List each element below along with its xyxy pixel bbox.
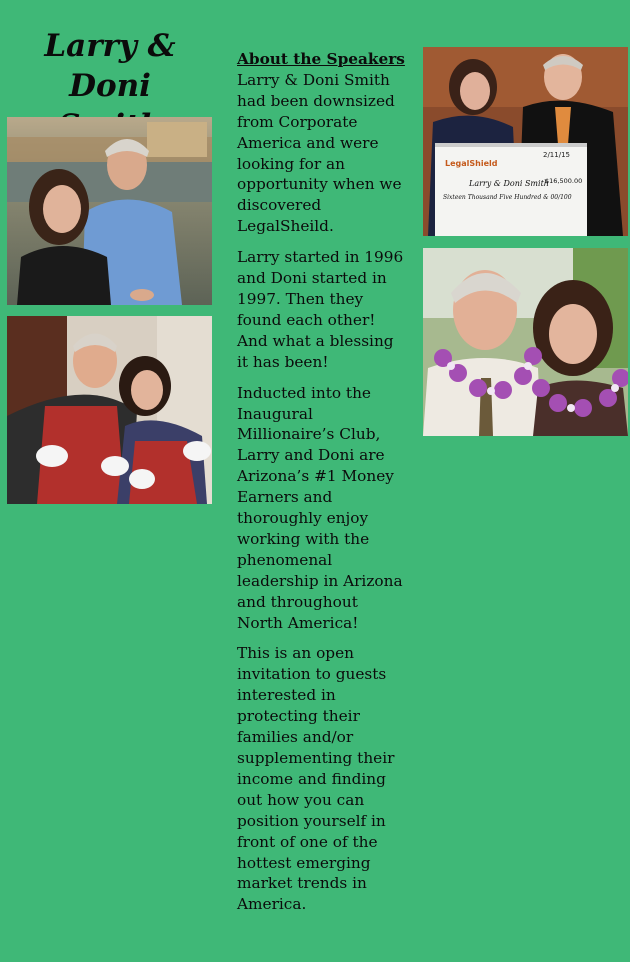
photo-couple-leis bbox=[423, 248, 628, 436]
check-payee: Larry & Doni Smith bbox=[469, 179, 549, 188]
photo-check-presentation bbox=[423, 47, 628, 236]
about-paragraph-4: This is an open invitation to guests interested in protecting their families and/or supplementing their income and finding out how you can position yourself in front of one of the hottest emerging market trends in America. bbox=[237, 644, 395, 914]
about-paragraph-2: Larry started in 1996 and Doni started in 1997. Then they found each other! And what a blessing it has been! bbox=[237, 248, 404, 371]
check-date: 2/11/15 bbox=[543, 151, 570, 159]
about-paragraph-1 bbox=[237, 49, 405, 237]
photo-couple-aprons bbox=[7, 316, 212, 504]
about-speakers-section bbox=[237, 49, 405, 925]
about-paragraph-3: Inducted into the Inaugural Millionaire’s Club, Larry and Doni are Arizona’s #1 Money Earners and thoroughly enjoy working with the phenomenal leadership in Arizona and throughout North America! bbox=[237, 383, 403, 632]
about-heading: About the Speakers bbox=[237, 50, 405, 68]
photo-couple-lakeside bbox=[7, 117, 212, 305]
check-brand-logo: LegalShield bbox=[445, 159, 498, 168]
check-amount-words: Sixteen Thousand Five Hundred & 00/100 bbox=[443, 194, 572, 201]
title-line-1: Larry & Doni bbox=[44, 28, 176, 104]
check-amount: $16,500.00 bbox=[545, 177, 583, 185]
about-paragraph-1-text: Larry & Doni Smith had been downsized from Corporate America and were looking for an opportunity when we discovered LegalSheild. bbox=[237, 70, 402, 236]
